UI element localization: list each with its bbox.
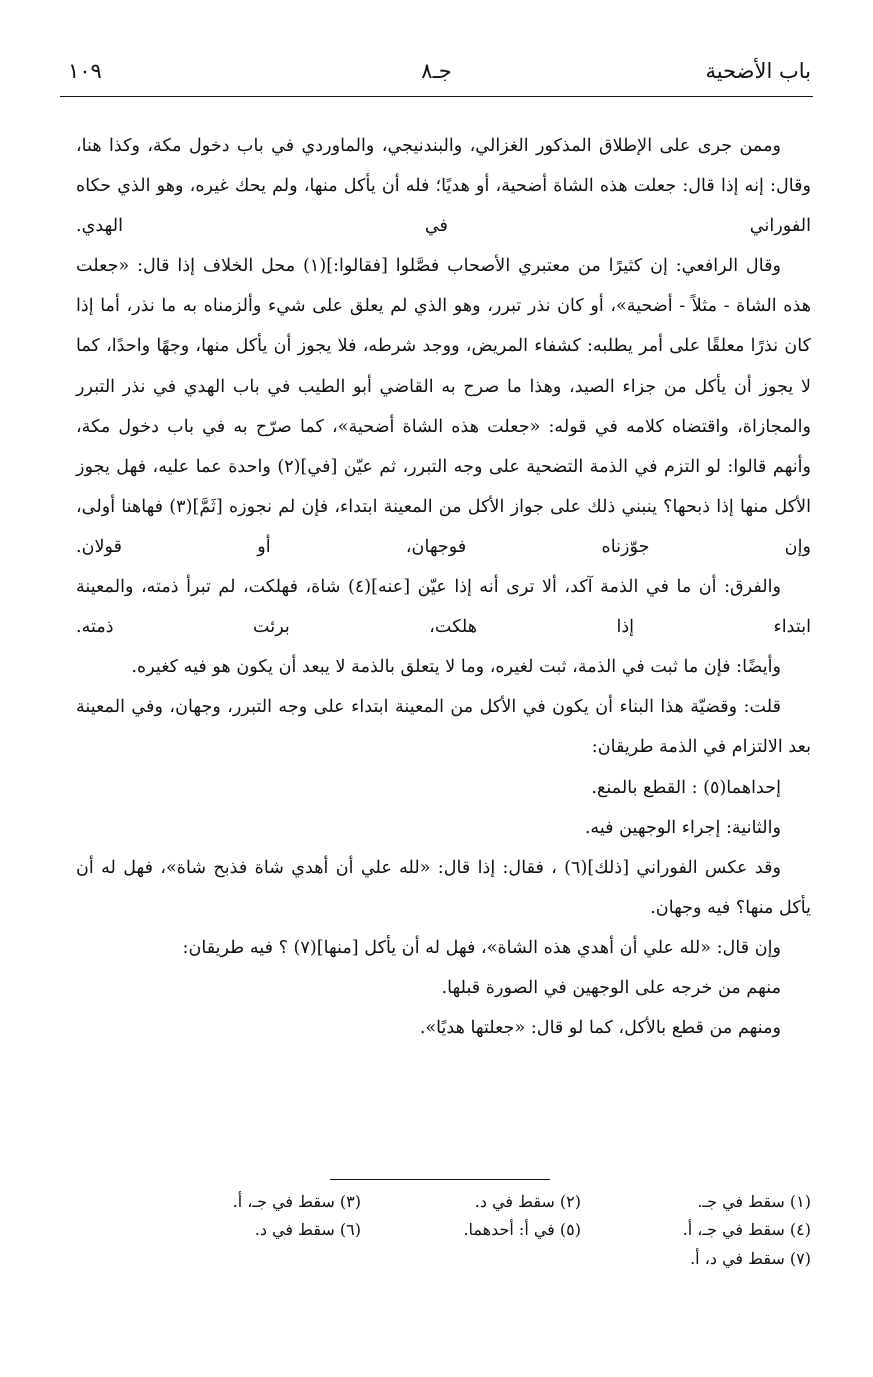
header-rule bbox=[60, 96, 813, 97]
footnote-rule bbox=[330, 1179, 550, 1180]
paragraph: وقال الرافعي: إن كثيرًا من معتبري الأصحاب فصَّلوا [فقالوا:](١) محل الخلاف إذا قال: «جعلت هذه الشاة - مثلاً - أضحية»، أو كان نذر تبرر، وهو الذي لم يعلق على شيء وألزمناه به ما نذر، أما إذا كان نذرًا معلقًا على أمر يطلبه: كشفاء المريض، ووجد شرطه، فلا يجوز أن يأكل منها، وجهًا واحدًا، كما لا يجوز أن يأكل من جزاء الصيد، وهذا ما صرح به القاضي أبو الطيب في باب الهدي في نذر التبرر والمجازاة، واقتضاه كلامه في قوله: «جعلت هذه الشاة أضحية»، كما صرّح به في باب دخول مكة، وأنهم قالوا: لو التزم في الذمة التضحية على وجه التبرر، ثم عيّن [في](٢) واحدة عما عليه، فهل يجوز الأكل منها إذا ذبحها؟ ينبني ذلك على جواز الأكل من المعينة ابتداء، فإن لم نجوزه [ثَمَّ](٣) فهاهنا أولى، وإن جوّزناه فوجهان، أو قولان. bbox=[76, 256, 811, 557]
page-number: ١٠٩ bbox=[68, 59, 102, 83]
paragraph: إحداهما(٥) : القطع بالمنع. bbox=[591, 777, 781, 798]
paragraph: وإن قال: «لله علي أن أهدي هذه الشاة»، فهل له أن يأكل [منها](٧) ؟ فيه طريقان: bbox=[182, 937, 781, 958]
footnote-7: (٧) سقط في د، أ. bbox=[690, 1249, 811, 1268]
paragraph: وقد عكس الفوراني [ذلك](٦) ، فقال: إذا قال: «لله علي أن أهدي شاة فذبح شاة»، فهل له أن يأكل منها؟ فيه وجهان. bbox=[76, 857, 811, 918]
paragraph: وممن جرى على الإطلاق المذكور الغزالي، والبندنيجي، والماوردي في باب دخول مكة، وكذا هنا، وقال: إنه إذا قال: جعلت هذه الشاة أضحية، أو هديًا؛ فله أن يأكل منها، ولم يحك غيره، وهو الذي حكاه الفوراني في الهدي. bbox=[76, 136, 811, 237]
volume-label: جـ٨ bbox=[421, 59, 452, 83]
footnote-2: (٢) سقط في د. bbox=[474, 1192, 581, 1211]
footnote-6: (٦) سقط في د. bbox=[254, 1220, 361, 1239]
paragraph: قلت: وقضيّة هذا البناء أن يكون في الأكل من المعينة ابتداء على وجه التبرر، وجهان، وفي المعينة بعد الالتزام في الذمة طريقان: bbox=[76, 697, 811, 758]
running-title: باب الأضحية bbox=[705, 59, 811, 83]
main-text bbox=[76, 126, 811, 1048]
footnote-3: (٣) سقط في جـ، أ. bbox=[232, 1192, 361, 1211]
footnote-4: (٤) سقط في جـ، أ. bbox=[682, 1220, 811, 1239]
footnote-1: (١) سقط في جـ. bbox=[697, 1192, 811, 1211]
paragraph: والثانية: إجراء الوجهين فيه. bbox=[584, 817, 781, 838]
paragraph: والفرق: أن ما في الذمة آكد، ألا ترى أنه إذا عيّن [عنه](٤) شاة، فهلكت، لم تبرأ ذمته، والمعينة ابتداء إذا هلكت، برئت ذمته. bbox=[76, 577, 811, 638]
paragraph: منهم من خرجه على الوجهين في الصورة قبلها. bbox=[441, 977, 781, 998]
paragraph: ومنهم من قطع بالأكل، كما لو قال: «جعلتها هديًا». bbox=[419, 1018, 781, 1039]
paragraph: وأيضًا: فإن ما ثبت في الذمة، ثبت لغيره، وما لا يتعلق بالذمة لا يبعد أن يكون هو فيه كغيره. bbox=[131, 657, 781, 678]
footnote-5: (٥) في أ: أحدهما. bbox=[463, 1220, 581, 1239]
